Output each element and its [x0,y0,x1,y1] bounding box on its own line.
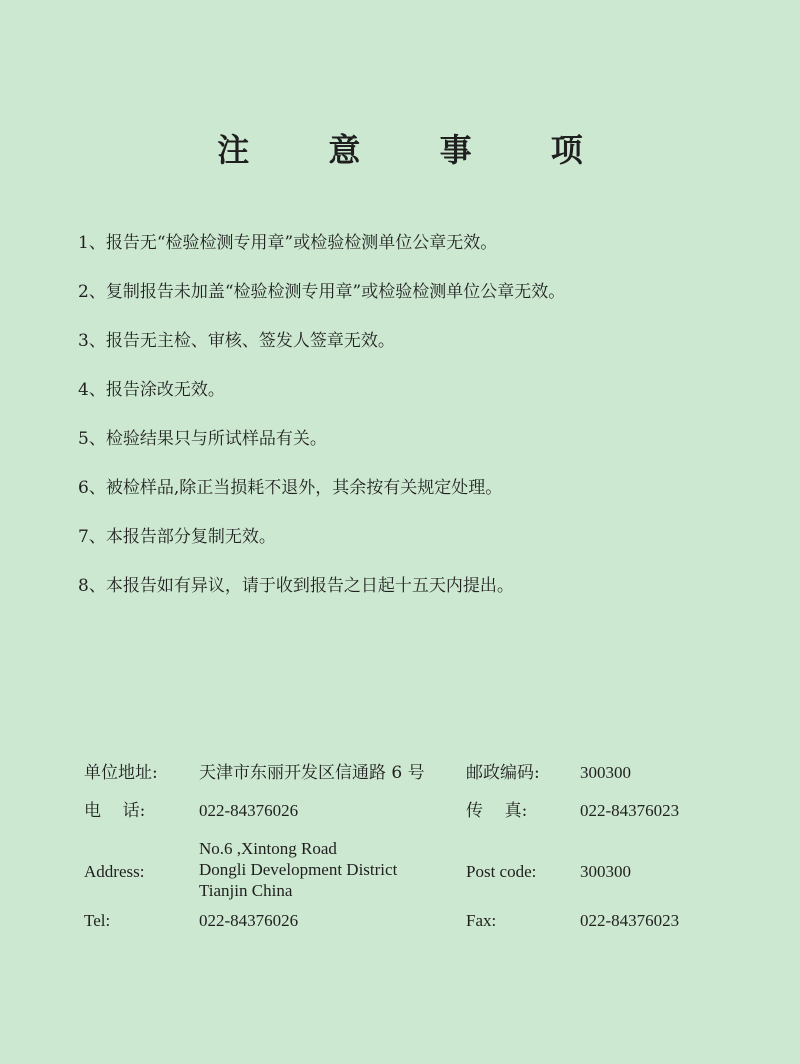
en-address-value [199,838,397,901]
cn-address-label: 单位地址: [84,763,158,783]
page-title: 注 意 事 项 [217,131,617,169]
cn-fax-label: 传 真: [466,801,528,821]
cn-address-value: 天津市东丽开发区信通路 6 号 [199,763,425,783]
cn-phone-label: 电 话: [84,801,146,821]
en-address-label: Address: [84,862,145,881]
list-item [78,463,758,512]
en-fax-label: Fax: [466,911,497,930]
note-text: 复制报告未加盖“检验检测专用章”或检验检测单位公章无效。 [105,281,566,302]
note-number: 2、 [78,281,106,302]
en-postcode-label: Post code: [466,862,537,881]
contact-info [84,762,724,948]
note-number: 3、 [78,330,106,351]
contact-row-cn-address [84,762,724,800]
en-postcode-value: 300300 [580,862,631,881]
note-text: 报告无“检验检测专用章”或检验检测单位公章无效。 [105,232,498,253]
cn-postcode-label: 邮政编码: [466,763,540,783]
note-text: 检验结果只与所试样品有关。 [105,428,327,449]
contact-row-en-address [84,838,724,910]
en-address-line: Tianjin China [199,881,293,900]
list-item [78,218,758,267]
note-number: 5、 [78,428,106,449]
cn-fax-value: 022-84376023 [580,801,680,820]
en-address-line: Dongli Development District [199,860,398,879]
en-tel-label: Tel: [84,911,111,930]
cn-postcode-value: 300300 [580,763,631,782]
list-item [78,316,758,365]
en-tel-value: 022-84376026 [199,911,299,930]
note-text: 报告无主检、审核、签发人签章无效。 [105,330,395,351]
cn-phone-value: 022-84376026 [199,801,299,820]
contact-row-cn-phone [84,800,724,838]
contact-row-en-phone [84,910,724,948]
note-number: 8、 [78,575,106,596]
list-item [78,267,758,316]
en-address-line: No.6 ,Xintong Road [199,839,337,858]
list-item [78,512,758,561]
note-number: 1、 [78,232,106,253]
note-text: 报告涂改无效。 [105,379,225,400]
list-item [78,561,758,610]
list-item [78,365,758,414]
note-number: 7、 [78,526,106,547]
notes-list [78,218,758,610]
en-fax-value: 022-84376023 [580,911,680,930]
note-number: 4、 [78,379,106,400]
note-text: 本报告如有异议，请于收到报告之日起十五天内提出。 [105,575,514,596]
note-text: 本报告部分复制无效。 [105,526,276,547]
note-number: 6、 [78,477,106,498]
note-text: 被检样品,除正当损耗不退外，其余按有关规定处理。 [105,477,503,498]
list-item [78,414,758,463]
